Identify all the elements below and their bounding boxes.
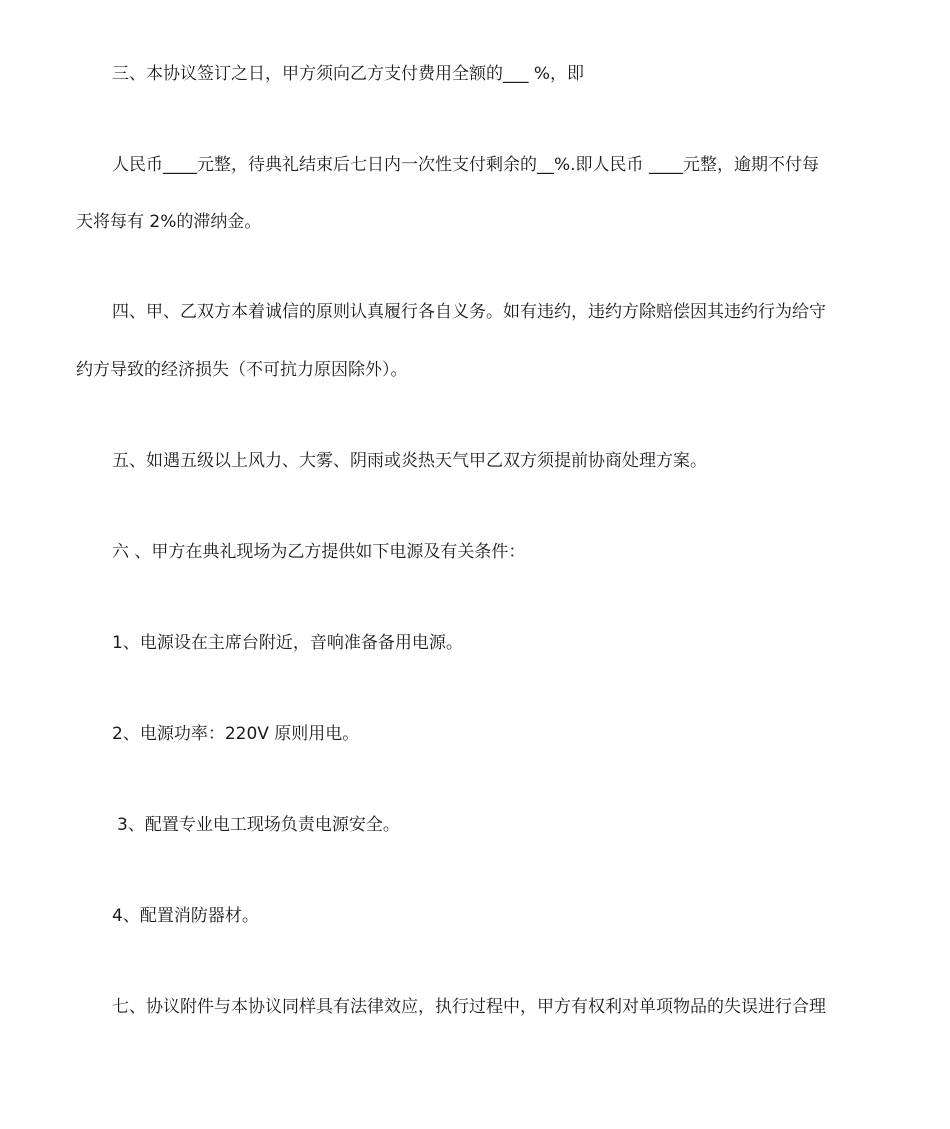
- clause-7-line-1: 七、协议附件与本协议同样具有法律效应，执行过程中，甲方有权利对单项物品的失误进行合理: [112, 997, 826, 1017]
- clause-5: 五、如遇五级以上风力、大雾、阴雨或炎热天气甲乙双方须提前协商处理方案。: [112, 451, 707, 471]
- clause-4-line-1: 四、甲、乙双方本着诚信的原则认真履行各自义务。如有违约，违约方除赔偿因其违约行为给守: [112, 302, 826, 322]
- clause-6-item-2: 2、电源功率：220V 原则用电。: [112, 724, 360, 744]
- clause-6-item-1: 1、电源设在主席台附近，音响准备备用电源。: [112, 633, 463, 653]
- clause-3-line-3: 天将每有 2%的滞纳金。: [76, 212, 262, 232]
- clause-6-item-4: 4、配置消防器材。: [112, 906, 259, 926]
- clause-4-line-2: 约方导致的经济损失（不可抗力原因除外）。: [76, 360, 408, 380]
- clause-6-heading: 六 、甲方在典礼现场为乙方提供如下电源及有关条件：: [112, 542, 526, 562]
- clause-3-line-2: 人民币____元整，待典礼结束后七日内一次性支付剩余的__%.即人民币 ____元整，逾期不付每: [112, 155, 819, 175]
- clause-3-line-1: 三、本协议签订之日，甲方须向乙方支付费用全额的___ %，即: [112, 64, 585, 84]
- clause-6-item-3: 3、配置专业电工现场负责电源安全。: [117, 815, 400, 835]
